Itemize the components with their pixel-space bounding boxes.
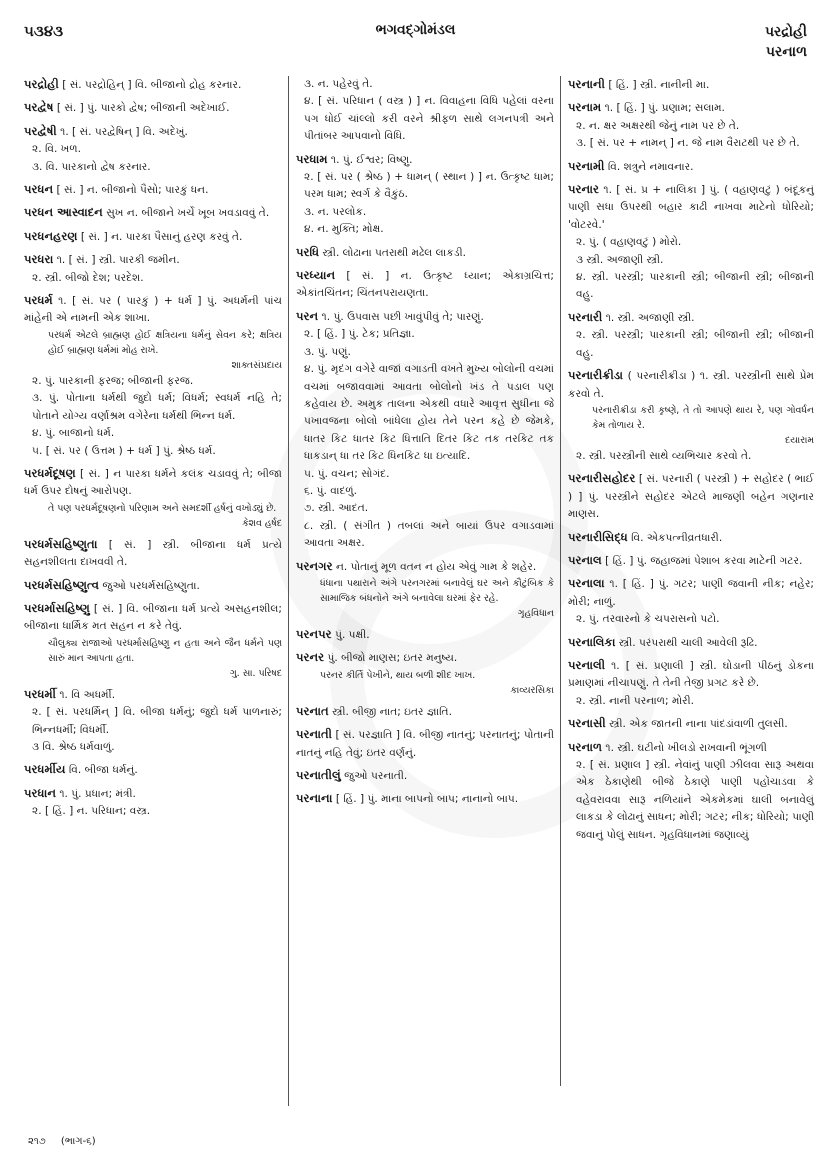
headword: પરનાલા (568, 576, 605, 591)
headword: પરનાતીલું (296, 768, 341, 782)
definition: વિ. શત્રુને નમાવનાર. (607, 160, 694, 173)
dictionary-entry (296, 308, 554, 553)
footer-page-ref: ૨૧૭ (28, 1136, 46, 1147)
dictionary-entry (24, 600, 282, 681)
definition: ૧. પું. ઉપવાસ પછી ખાવુંપીવું તે; પારણું. (321, 310, 484, 323)
headword: પરધ્યાન (296, 268, 336, 283)
dictionary-entry (568, 634, 814, 652)
dictionary-entry (24, 76, 282, 94)
definition: જુઓ પરધર્મસહિષ્ણુતા. (102, 579, 200, 592)
definition: સુખ ન. બીજાને ખર્ચે ખૂબ ખવડાવવું તે. (106, 207, 270, 220)
sub-sense: ૨. સ્ત્રી. પરસ્ત્રી; પારકાની સ્ત્રી; બીજાની સ્ત્રી; બીજાની વહુ. (576, 329, 814, 359)
definition: [ સં. ] ન. પારકા પૈસાનું હરણ કરવું તે. (80, 230, 243, 243)
definition: સ્ત્રી. બીજી નાત; ઇતર જ્ઞાતિ. (332, 705, 452, 718)
column-divider (560, 76, 561, 1086)
headword: પરધનહરણ (24, 228, 78, 243)
page-footer (28, 1136, 108, 1147)
definition: ૧. [ હિં. ] પું. પ્રણામ; સલામ. (604, 102, 725, 115)
headword: પરનાની (568, 77, 605, 91)
headword: પરનામ (568, 100, 602, 115)
definition: [ સં. પરનારી ( પરસ્ત્રી ) + સહોદર ( ભાઈ ) ] પું. પરસ્ત્રીને સહોદર એટલે માજણી બહેન ગણનાર માણસ. (568, 473, 814, 521)
column-2 (296, 76, 554, 1116)
definition: ૧. [ સં. પ્ર + નાલિકા ] પું. ( વહાણવટું ) બંદૂકનું પાણી સધા ઉપરથી બહાર કાઢી નાખવા માટેનો ધોરિયો; 'વોટરવે.' (568, 184, 814, 231)
usage-quote: તે પણ પરધર્મદૂષણનો પરિણામ અને સમદર્શી હર્ષનું વખોડ્યું છે. (48, 502, 277, 514)
quote-source: ગુ. સા. પરિષદ (229, 667, 282, 679)
dictionary-entry (296, 726, 554, 762)
sub-sense: ૨. [ સં. પર ( શ્રેષ્ઠ ) + ધામન્ ( સ્થાન ) ] ન. ઉત્કૃષ્ટ ધામ; પરમ ધામ; સ્વર્ગ કે વૈકુંઠ. (304, 171, 554, 201)
usage-quote: પરનર કીર્તિ પેખીને, થાય બળી શીદ ખાખ. (320, 669, 476, 681)
sub-sense: ૨. વિ. ખળ. (32, 143, 82, 156)
headword: પરનારી (568, 309, 603, 324)
column-3 (568, 76, 814, 1116)
dictionary-entry (568, 529, 814, 547)
sub-sense: ૩ વિ. શ્રેષ્ઠ ધર્મવાળું. (32, 740, 115, 753)
definition: [ સં. ] ન. બીજાનો પૈસો; પારકું ધન. (56, 184, 209, 197)
definition: ૧. [ સં. પર ( પારકું ) + ધર્મ ] પું. અધર્મની પાંચ માંહેની એ નામની એક શાખા. (24, 295, 282, 325)
dictionary-entry (296, 76, 554, 146)
dictionary-entry (296, 244, 554, 262)
headword: પરદ્વેષી (24, 123, 57, 138)
page-number: ૫૩૪૩ (24, 22, 64, 40)
dictionary-entry (296, 703, 554, 721)
page-header (24, 22, 807, 66)
sub-sense: ૨. પું. પારકાની ફરજ; બીજાની ફરજ. (32, 374, 194, 387)
dictionary-entry (24, 204, 282, 222)
sub-sense: ૩. [ સં. પર + નામન્ ] ન. જે નામ વૈરાટથી પર છે તે. (576, 137, 800, 150)
definition: પું. બીજો માણસ; ઇતર મનુષ્ય. (327, 652, 458, 665)
definition: [ સં. ] સ્ત્રી. બીજાના ધર્મ પ્રત્યે સહનશીલતા દાખવવી તે. (24, 538, 282, 569)
sub-sense: ૨. પું. તરવારનો કે ચપરાસનો પટો. (576, 613, 720, 626)
headword: પરનાતી (296, 727, 332, 742)
sub-sense: ૭. સ્ત્રી. આદત. (304, 502, 369, 515)
headword: પરનાસી (568, 716, 606, 731)
sub-sense: ૪. પું. બાજાનો ધર્મ. (32, 427, 115, 440)
definition: [ સં. ] પું. પારકો દ્વેષ; બીજાની અદેખાઈ. (56, 102, 230, 115)
sub-sense: ૨. સ્ત્રી. નાની પરનાળ; મોરી. (576, 694, 694, 707)
headword: પરધર્માસહિષ્ણુ (24, 600, 90, 615)
sub-sense: ૨. [ હિં. ] ન. પરિધાન; વસ્ત્ર. (32, 805, 151, 818)
headword: પરનગર (296, 558, 333, 573)
headword: પરનાલ (568, 552, 602, 567)
headword: પરધાન (24, 785, 56, 800)
dictionary-entry (24, 228, 282, 246)
dictionary-entry (568, 158, 814, 176)
definition: [ સં. ] ન પારકા ધર્મને કલંક ચડાવવું તે; બીજા ધર્મ ઉપર દોષનું આરોપણ. (24, 467, 282, 498)
sub-sense: ૪. પું. મૃદંગ વગેરે વાજાં વગાડતી વખતે મુખ્ય બોલોની વચમાં વચમાં બજાવવામાં આવતા બોલોનો ખંડ તે પડાલ પણ કહેવાય છે. અમુક તાલના એકથી વધારે આવૃત્ત સુધીના જે પખાવજના બોલો બાંધેલા હોય તેને પરન કહે છે જેમકે, ધાતર કિટ ધાતર કિટ ધિત્તાતિ દિતર કિટ તક તરકિટ તક ધાકડાન્ ધા તર કિટ ધિનકિટ ધા ઇત્યાદિ. (304, 363, 554, 463)
definition: ૧. [ સં. પ્રણાલી ] સ્ત્રી. ઘોડાની પીઠનું ડોકના પ્રમાણમાં નીચાપણું. તે તેની તેજી પ્રગટ કરે છે. (568, 659, 814, 690)
definition: [ હિં. ] પું. જહાજમાં પેશાબ કરવા માટેની ગટર. (605, 554, 803, 567)
entry-columns (24, 76, 814, 1116)
definition: સ્ત્રી. એક જાતની નાના પાંદડાંવાળી તુલસી. (609, 718, 788, 731)
headword: પરનારીક્રીડા (568, 368, 624, 383)
dictionary-entry (24, 465, 282, 531)
headword: પરધરા (24, 252, 54, 267)
definition: પું. પક્ષી. (335, 628, 370, 641)
usage-quote: ચૌલુક્ય રાજાઓ પરધર્માસહિષ્ણુ ન હતા અને જૈન ધર્મને પણ સારું માન આપતા હતા. (48, 637, 282, 664)
definition: સ્ત્રી. લોઢાના પતરાથી મઢેલ લાકડી. (322, 246, 466, 259)
dictionary-entry (296, 790, 554, 808)
headword: પરનાર (568, 182, 599, 197)
definition: [ સં. ] ન. ઉત્કૃષ્ટ ધ્યાન; એકાગ્રચિત્ત; એકાંતચિંતન; ચિંતનપરાયણતા. (296, 270, 554, 300)
sub-sense: ૩ સ્ત્રી. અજાણી સ્ત્રી. (576, 253, 664, 266)
quote-source: કાવ્યરસિકા (510, 684, 554, 696)
dictionary-entry (568, 552, 814, 570)
headword: પરનર (296, 650, 325, 665)
dictionary-entry (568, 99, 814, 152)
headword: પરધર્મી (24, 686, 56, 701)
headword: પરદ્રોહી (24, 77, 59, 91)
sub-sense: ૨. સ્ત્રી. પરસ્ત્રીની સાથે વ્યભિચાર કરવો તે. (576, 449, 752, 462)
guide-words (765, 22, 807, 62)
sub-sense: ૬. પું. વાદળું. (304, 484, 358, 497)
headword: પરધર્મસહિષ્ણુતા (24, 536, 98, 551)
sub-sense: ૩. ન. પહેરવું તે. (304, 78, 373, 90)
dictionary-entry (296, 267, 554, 303)
dictionary-entry (296, 558, 554, 621)
sub-sense: ૫. પું. વચન; સોગંદ. (304, 467, 390, 480)
quote-source: ગૃહવિધાન (517, 607, 554, 619)
dictionary-entry (24, 181, 282, 199)
definition: જુઓ પરનાતી. (344, 770, 408, 782)
dictionary-entry (568, 575, 814, 628)
headword: પરનાત (296, 703, 329, 718)
sub-sense: ૩. ન. પરલોક. (304, 205, 367, 218)
sub-sense: ૩. પું. પોતાના ધર્મથી જુદો ધર્મ; વિધર્મ; સ્વધર્મ નહિ તે; પોતાને યોગ્ય વર્ણાશ્રમ વગેરેના ધર્મથી ભિન્ન ધર્મ. (32, 392, 282, 422)
usage-quote: પરનારીક્રીડા કરી કૃષ્ણે, તે તો આપણે થાય રે, પણ ગોવર્ધન કેમ તોળાય રે. (592, 404, 814, 431)
dictionary-entry (568, 367, 814, 465)
headword: પરનાળ (568, 739, 603, 754)
headword: પરનારીસહોદર (568, 471, 636, 486)
dictionary-entry (24, 536, 282, 572)
definition: ન. પોતાનું મૂળ વતન ન હોય એવું ગામ કે શહેર. (336, 560, 537, 573)
sub-sense: ૨. સ્ત્રી. બીજો દેશ; પરદેશ. (32, 271, 144, 284)
sub-sense: ૪. ન. મુક્તિ; મોક્ષ. (304, 223, 384, 236)
dictionary-entry (24, 251, 282, 287)
headword: પરધર્મીય (24, 762, 66, 777)
guide-word-first: પરદ્રોહી (764, 24, 807, 40)
definition: [ હિં. ] સ્ત્રી. નાનીની મા. (608, 79, 710, 91)
definition: ૧. [ સં. ] સ્ત્રી. પારકી જમીન. (56, 254, 180, 267)
sub-sense: ૨. [ સં. પ્રણાલ ] સ્ત્રી. નેવાંનું પાણી ઝીલવા સારૂ અથવા એક ઠેકાણેથી બીજે ઠેકાણે પાણી પહોંચાડવા કે વહેવરાવવા સારૂ નળિયાંને એકમેકમાં ઘાલી બનાવેલું લાકડા કે લોઢાનું સાધન; મોરી; ગટર; નીક; ધોરિયો; પાણી જવાનું પોલું સાધન. ગૃહવિધાનમાં જણાવ્યું (576, 759, 814, 841)
headword: પરધર્મદૂષણ (24, 465, 76, 480)
sub-sense: ૮. સ્ત્રી. ( સંગીત ) તબલાં અને બાયાં ઉપર વગાડવામાં આવતા અક્ષર. (304, 519, 554, 550)
dictionary-entry (296, 649, 554, 697)
sub-sense: ૩. વિ. પારકાનો દ્વેષ કરનાર. (32, 160, 151, 173)
definition: ૧. સ્ત્રી. ઘટીનો ખીલડો રાખવાની ભૂંગળી (605, 741, 767, 754)
sub-sense: ૨. પું. ( વહાણવટું ) મોરો. (576, 236, 682, 249)
quote-source: દયારામ (785, 434, 814, 446)
dictionary-entry (24, 99, 282, 117)
dictionary-entry (568, 739, 814, 844)
usage-quote: પરધર્મ એટલે બ્રાહ્મણ હોઈ ક્ષત્રિયના ધર્મનું સેવન કરે; ક્ષત્રિય હોઈ બ્રાહ્મણ ધર્મમાં મોહ રાખે. (48, 329, 282, 356)
headword: પરન (296, 308, 319, 323)
quote-source: કેશવ હર્ષદ (242, 517, 282, 529)
headword: પરનાલિકા (568, 634, 616, 649)
definition: ૧. પું. ઈશ્વર; વિષ્ણુ. (330, 153, 413, 166)
headword: પરધન આસ્વાદન (24, 205, 103, 220)
sub-sense: ૩. પું. પણું. (304, 345, 351, 358)
headword: પરનામી (568, 158, 605, 173)
definition: ૧. પું. પ્રધાન; મંત્રી. (59, 787, 136, 800)
sub-sense: ૪. [ સં. પરિધાન ( વસ્ત્ર ) ] ન. વિવાહના વિધિ પહેલાં વરના પગ ધોઈ ચાંલ્લો કરી વરને શ્રીફળ સાથે લગનપત્રી અને પીતાંબર આપવાનો વિધિ. (304, 95, 554, 143)
definition: ૧. [ હિં. ] પું. ગટર; પાણી જવાની નીક; નહેર; મોરી; નાળું. (568, 578, 814, 608)
definition: ૧. [ સં. પરદ્વેષિન્ ] વિ. અદેખું. (60, 125, 188, 138)
headword: પરધર્મસહિષ્ણુત્વ (24, 577, 100, 592)
definition: ( પરનારીક્રીડા ) ૧. સ્ત્રી. પરસ્ત્રીની સાથે પ્રેમ કરવો તે. (568, 370, 815, 400)
dictionary-entry (296, 626, 554, 644)
dictionary-entry (24, 123, 282, 176)
usage-quote: ધંધાના પથારાને અંગે પરનગરમાં બનાવેલું ઘર અને કૌટુંબિક કે સામાજિક બંધનોને અંગે બનાવેલા ઘરમાં ફેર રહે. (320, 577, 554, 604)
quote-source: શાક્તસંપ્રદાય (231, 359, 282, 371)
sub-sense: ૨. [ સં. પરધર્મિન્ ] વિ. બીજા ધર્મનું; જુદો ધર્મ પાળનારું; ભિન્નધર્મી; વિધર્મી. (32, 706, 282, 736)
sub-sense: ૪. સ્ત્રી. પરસ્ત્રી; પારકાની સ્ત્રી; બીજાની સ્ત્રી; બીજાની વહુ. (576, 271, 814, 301)
column-1 (24, 76, 282, 1116)
dictionary-entry (568, 76, 814, 94)
dictionary-entry (296, 767, 554, 785)
definition: સ્ત્રી. પરંપરાથી ચાલી આવેલી રૂઢિ. (618, 636, 758, 649)
guide-word-last: પરનાળ (765, 44, 807, 60)
dictionary-entry (296, 151, 554, 239)
dictionary-entry (568, 309, 814, 362)
headword: પરનાલી (568, 657, 606, 672)
dictionary-entry (568, 181, 814, 304)
dictionary-entry (568, 470, 814, 523)
definition: [ સં. પરદ્રોહિન્ ] વિ. બીજાનો દ્રોહ કરનાર. (62, 79, 242, 91)
definition: ૧. સ્ત્રી. અજાણી સ્ત્રી. (605, 311, 695, 324)
dictionary-entry (24, 686, 282, 757)
dictionary-entry (24, 292, 282, 460)
dictionary-entry (24, 785, 282, 821)
dictionary-entry (24, 761, 282, 779)
definition: [ સં. પરજ્ઞાતિ ] વિ. બીજી નાતનું; પરનાતનું; પોતાની નાતનું નહિ તેવું; ઇતર વર્ણનું. (296, 729, 554, 759)
dictionary-entry (568, 657, 814, 710)
headword: પરધર્મ (24, 293, 53, 308)
dictionary-entry (568, 715, 814, 733)
headword: પરનપર (296, 626, 332, 641)
footer-volume: (ભાગ-૬) (60, 1136, 96, 1147)
column-divider (288, 76, 289, 1106)
sub-sense: ૨. ન. ક્ષર અક્ષરથી જેનું નામ પર છે તે. (576, 119, 740, 132)
headword: પરધામ (296, 151, 328, 166)
sub-sense: ૨. [ હિં. ] પું. ટેક; પ્રતિજ્ઞા. (304, 328, 415, 341)
definition: વિ. બીજા ધર્મનું. (68, 764, 138, 777)
headword: પરનાના (296, 791, 333, 806)
dictionary-entry (24, 577, 282, 595)
headword: પરનારીસિદ્ધ (568, 529, 628, 544)
definition: [ હિં. ] પું. માના બાપનો બાપ; નાનાનો બાપ. (335, 793, 519, 806)
headword: પરધિ (296, 244, 320, 259)
headword: પરધન (24, 182, 54, 197)
book-title: ભગવદ્ગોમંડલ (375, 22, 456, 38)
definition: [ સં. ] વિ. બીજાના ધર્મ પ્રત્યે અસહનશીલ; બીજાના ધાર્મિક મત સહન ન કરે તેવું. (24, 602, 282, 633)
sub-sense: ૫. [ સં. પર ( ઉત્તમ ) + ધર્મ ] પું. શ્રેષ્ઠ ધર્મ. (32, 444, 216, 457)
definition: ૧. વિ અધર્મી. (59, 688, 116, 701)
definition: વિ. એકપત્નીવ્રતધારી. (631, 531, 723, 544)
headword: પરદ્વેષ (24, 100, 54, 115)
